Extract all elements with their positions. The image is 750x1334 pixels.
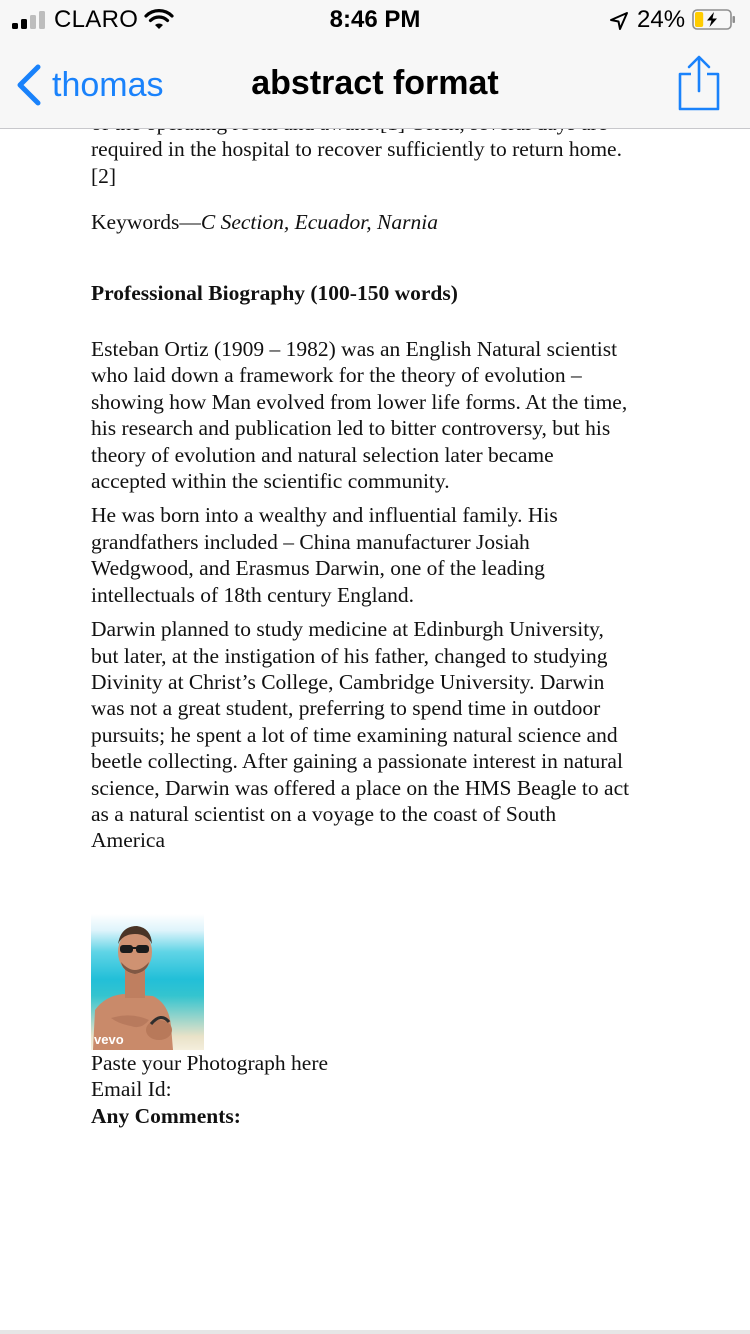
bio-line: Esteban Ortiz (1909 – 1982) was an English Natural scientist [91, 337, 618, 362]
bio-line: pursuits; he spent a lot of time examining natural science and [91, 722, 618, 747]
vevo-watermark: vevo [94, 1031, 124, 1047]
status-bar [0, 0, 750, 40]
intro-line: required in the hospital to recover sufficiently to return home. [91, 137, 622, 162]
bio-line: Darwin planned to study medicine at Edinburgh University, [91, 617, 604, 642]
bio-line: who laid down a framework for the theory of evolution – [91, 363, 582, 388]
bio-line: beetle collecting. After gaining a passionate interest in natural [91, 749, 623, 774]
bio-line: Wedgwood, and Erasmus Darwin, one of the leading [91, 556, 545, 581]
bio-line: theory of evolution and natural selection later became [91, 442, 554, 467]
bio-line: Divinity at Christ’s College, Cambridge University. Darwin [91, 669, 605, 694]
bottom-divider [0, 1330, 750, 1334]
intro-line: [2] [91, 163, 117, 188]
status-time: 8:46 PM [329, 6, 421, 33]
keywords-line [91, 209, 671, 235]
bio-line: He was born into a wealthy and influential family. His [91, 503, 558, 528]
document-body [91, 110, 671, 1129]
battery-percent: 24% [637, 6, 686, 33]
profile-photo [91, 914, 204, 1050]
nav-bar [0, 40, 750, 129]
bio-paragraph [91, 502, 671, 608]
bio-heading: Professional Biography (100-150 words) [91, 280, 458, 305]
share-icon[interactable] [676, 54, 722, 112]
email-label: Email Id: [91, 1077, 172, 1102]
bio-line: his research and publication led to bitter controversy, but his [91, 416, 611, 441]
bio-paragraph [91, 616, 671, 854]
bio-line: grandfathers included – China manufacturer Josiah [91, 529, 530, 554]
carrier-name: CLARO [54, 6, 139, 33]
page-title: abstract format [251, 64, 499, 102]
battery-charging-icon [692, 9, 736, 30]
bio-paragraph [91, 336, 671, 494]
keywords-label: Keywords— [91, 210, 201, 235]
bio-line: showing how Man evolved from lower life forms. At the time, [91, 389, 628, 414]
back-label: thomas [52, 65, 164, 104]
bio-line: as a natural scientist on a voyage to the coast of South [91, 801, 557, 826]
bio-line: but later, at the instigation of his father, changed to studying [91, 643, 608, 668]
photo-caption: Paste your Photograph here [91, 1050, 329, 1075]
bio-line: America [91, 828, 166, 853]
location-arrow-icon [609, 11, 629, 31]
comments-label: Any Comments: [91, 1103, 241, 1128]
bio-line: science, Darwin was offered a place on the HMS Beagle to act [91, 775, 630, 800]
keywords-value: C Section, Ecuador, Narnia [200, 210, 438, 235]
bio-line: intellectuals of 18th century England. [91, 582, 415, 607]
bio-line: was not a great student, preferring to spend time in outdoor [91, 696, 601, 721]
bio-line: accepted within the scientific community. [91, 469, 450, 494]
